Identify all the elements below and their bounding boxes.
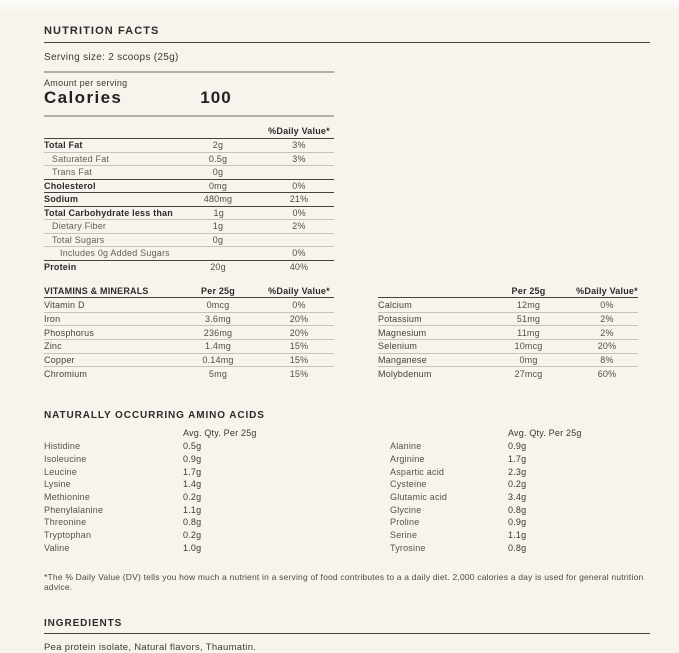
avg-qty-header: Avg. Qty. Per 25g xyxy=(183,428,257,439)
mineral-amount: 3.6mg xyxy=(204,314,231,325)
vitamins-title: VITAMINS & MINERALS xyxy=(44,286,149,296)
amino-column-right xyxy=(390,427,640,554)
mineral-dv: 0% xyxy=(600,299,614,310)
mineral-dv: 20% xyxy=(289,314,309,325)
amino-row-isoleucine xyxy=(44,453,334,466)
amino-qty: 1.7g xyxy=(508,453,527,464)
amino-qty: 0.9g xyxy=(508,441,527,452)
vitamins-minerals-section xyxy=(44,285,650,380)
table-row-saturated-fat xyxy=(44,152,334,166)
nutrient-label: Sodium xyxy=(44,194,79,205)
table-row-vitamin-d xyxy=(44,298,334,312)
table-row-iron xyxy=(44,312,334,326)
nutrient-label: Total Sugars xyxy=(52,234,105,245)
nutrient-label: Dietary Fiber xyxy=(52,221,107,232)
nutrition-table xyxy=(44,123,334,273)
amino-acids-section xyxy=(44,410,650,554)
mineral-dv: 20% xyxy=(597,341,617,352)
table-row-protein xyxy=(44,260,334,274)
table-row-zinc xyxy=(44,339,334,353)
amino-row-lysine xyxy=(44,478,334,491)
amino-row-cysteine xyxy=(390,478,640,491)
page-title: NUTRITION FACTS xyxy=(44,0,650,43)
amino-name: Tryptophan xyxy=(44,529,92,540)
mineral-dv: 0% xyxy=(292,299,306,310)
amount-per-serving-label: Amount per serving xyxy=(44,78,128,88)
mineral-label: Selenium xyxy=(378,341,418,352)
amino-row-valine xyxy=(44,541,334,554)
nutrient-dv: 2% xyxy=(292,221,306,232)
mineral-label: Chromium xyxy=(44,368,88,379)
table-row-selenium xyxy=(378,339,638,353)
amino-qty: 3.4g xyxy=(508,491,527,502)
mineral-amount: 12mg xyxy=(516,299,541,310)
amino-name: Lysine xyxy=(44,479,71,490)
amino-name: Valine xyxy=(44,542,70,553)
table-row-copper xyxy=(44,353,334,367)
mineral-dv: 2% xyxy=(600,314,614,325)
daily-value-header: %Daily Value* xyxy=(268,125,330,136)
ingredients-title: INGREDIENTS xyxy=(44,618,650,634)
mineral-label: Manganese xyxy=(378,355,427,366)
vitamins-table-right xyxy=(378,285,638,380)
table-row-molybdenum xyxy=(378,366,638,380)
amino-row-glutamic-acid xyxy=(390,491,640,504)
amino-column-left xyxy=(44,427,334,554)
mineral-dv: 60% xyxy=(597,368,617,379)
ingredients-text: Pea protein isolate, Natural flavors, Thaumatin. xyxy=(44,642,257,653)
daily-value-header: %Daily Value* xyxy=(576,286,638,296)
amino-row-leucine xyxy=(44,465,334,478)
table-row-trans-fat xyxy=(44,165,334,179)
nutrient-amount: 480mg xyxy=(203,194,233,205)
amino-qty: 0.8g xyxy=(183,517,202,528)
amino-row-arginine xyxy=(390,453,640,466)
table-row-total-fat xyxy=(44,138,334,152)
amino-row-phenylalanine xyxy=(44,503,334,516)
nutrient-label: Trans Fat xyxy=(52,167,92,178)
mineral-label: Vitamin D xyxy=(44,299,85,310)
nutrient-amount: 0g xyxy=(212,234,224,245)
mineral-label: Calcium xyxy=(378,299,412,310)
amino-name: Aspartic acid xyxy=(390,466,445,477)
mineral-amount: 0mcg xyxy=(206,299,230,310)
mineral-amount: 11mg xyxy=(517,327,540,338)
mineral-dv: 15% xyxy=(289,368,309,379)
mineral-label: Molybdenum xyxy=(378,368,432,379)
amino-name: Methionine xyxy=(44,491,91,502)
vitamins-table-left xyxy=(44,285,334,380)
vitamins-left-header xyxy=(44,285,334,298)
nutrient-amount: 1g xyxy=(212,221,224,232)
amino-qty: 0.8g xyxy=(508,542,527,553)
nutrient-dv: 0% xyxy=(292,207,306,218)
mineral-label: Zinc xyxy=(44,341,62,352)
calories-label: Calories xyxy=(44,88,123,107)
amino-name: Leucine xyxy=(44,466,77,477)
nutrient-amount: 0.5g xyxy=(208,153,228,164)
nutrient-amount: 2g xyxy=(212,140,224,151)
amino-qty: 0.8g xyxy=(508,504,527,515)
per-25g-header: Per 25g xyxy=(201,286,235,296)
nutrient-label: Total Carbohydrate less than xyxy=(44,207,173,218)
amino-row-methionine xyxy=(44,491,334,504)
amino-name: Glutamic acid xyxy=(390,491,448,502)
mineral-label: Copper xyxy=(44,355,75,366)
amino-name: Tyrosine xyxy=(390,542,426,553)
amino-qty: 1.4g xyxy=(183,479,202,490)
amino-name: Serine xyxy=(390,529,418,540)
calories-row xyxy=(44,88,334,117)
table-row-added-sugars xyxy=(44,246,334,260)
nutrient-label: Total Fat xyxy=(44,140,83,151)
amino-acids-columns xyxy=(44,427,650,554)
nutrient-dv: 3% xyxy=(292,153,306,164)
per-25g-header: Per 25g xyxy=(511,286,546,296)
amino-qty: 1.0g xyxy=(183,542,202,553)
nutrient-dv: 0% xyxy=(292,248,306,259)
mineral-dv: 2% xyxy=(600,327,614,338)
nutrient-label: Includes 0g Added Sugars xyxy=(60,248,170,259)
amino-row-alanine xyxy=(390,440,640,453)
mineral-amount: 27mcg xyxy=(514,368,543,379)
mineral-dv: 20% xyxy=(289,327,309,338)
mineral-label: Potassium xyxy=(378,314,422,325)
amino-qty: 0.9g xyxy=(508,517,527,528)
nutrient-amount: 0g xyxy=(212,167,224,178)
amino-qty: 0.5g xyxy=(183,441,202,452)
mineral-label: Magnesium xyxy=(378,327,427,338)
table-row-phosphorus xyxy=(44,325,334,339)
nutrient-dv: 3% xyxy=(292,140,306,151)
amino-qty: 1.7g xyxy=(183,466,202,477)
mineral-label: Iron xyxy=(44,314,61,325)
amino-qty: 1.1g xyxy=(183,504,202,515)
amino-name: Histidine xyxy=(44,441,81,452)
amino-name: Threonine xyxy=(44,517,87,528)
table-row-total-sugars xyxy=(44,233,334,247)
mineral-dv: 15% xyxy=(289,355,309,366)
amino-left-header xyxy=(44,427,334,440)
nutrient-dv: 0% xyxy=(292,180,306,191)
nutrient-label: Saturated Fat xyxy=(52,153,110,164)
nutrient-label: Cholesterol xyxy=(44,180,96,191)
table-row-chromium xyxy=(44,366,334,380)
amino-right-header xyxy=(390,427,640,440)
amino-name: Arginine xyxy=(390,453,425,464)
amino-name: Cysteine xyxy=(390,479,427,490)
daily-value-header: %Daily Value* xyxy=(268,286,330,296)
mineral-amount: 10mcg xyxy=(514,341,543,352)
mineral-amount: 0mg xyxy=(519,355,538,366)
amino-qty: 2.3g xyxy=(508,466,527,477)
nutrient-dv: 40% xyxy=(289,261,309,272)
amino-name: Proline xyxy=(390,517,420,528)
nutrient-label: Protein xyxy=(44,261,77,272)
nutrition-label xyxy=(44,0,650,653)
amino-row-tryptophan xyxy=(44,529,334,542)
amino-row-threonine xyxy=(44,516,334,529)
amino-row-serine xyxy=(390,529,640,542)
amino-qty: 0.2g xyxy=(508,479,527,490)
amino-name: Isoleucine xyxy=(44,453,87,464)
table-row-magnesium xyxy=(378,325,638,339)
mineral-dv: 8% xyxy=(600,355,614,366)
table-row-cholesterol xyxy=(44,179,334,193)
table-row-manganese xyxy=(378,353,638,367)
amino-acids-title: NATURALLY OCCURRING AMINO ACIDS xyxy=(44,410,265,422)
table-row-calcium xyxy=(378,298,638,312)
amino-row-proline xyxy=(390,516,640,529)
amino-row-glycine xyxy=(390,503,640,516)
nutrition-table-header xyxy=(44,123,334,138)
mineral-amount: 5mg xyxy=(208,368,228,379)
mineral-amount: 51mg xyxy=(516,314,541,325)
amino-qty: 0.9g xyxy=(183,453,202,464)
mineral-label: Phosphorus xyxy=(44,327,95,338)
table-row-sodium xyxy=(44,192,334,206)
mineral-amount: 1.4mg xyxy=(204,341,231,352)
mineral-amount: 0.14mg xyxy=(202,355,234,366)
amino-row-tyrosine xyxy=(390,541,640,554)
amino-name: Alanine xyxy=(390,441,422,452)
vitamins-right-header xyxy=(378,285,638,298)
nutrient-amount: 1g xyxy=(213,207,224,218)
amino-name: Phenylalanine xyxy=(44,504,104,515)
avg-qty-header: Avg. Qty. Per 25g xyxy=(508,428,582,439)
mineral-amount: 236mg xyxy=(203,327,233,338)
calories-value: 100 xyxy=(200,88,232,107)
nutrient-amount: 0mg xyxy=(208,180,228,191)
amino-qty: 1.1g xyxy=(508,529,527,540)
amino-name: Glycine xyxy=(390,504,422,515)
amino-row-histidine xyxy=(44,440,334,453)
amino-qty: 0.2g xyxy=(183,491,202,502)
mineral-dv: 15% xyxy=(289,341,309,352)
amino-qty: 0.2g xyxy=(183,529,202,540)
nutrient-dv: 21% xyxy=(289,194,309,205)
table-row-total-carbohydrate xyxy=(44,206,334,220)
table-row-dietary-fiber xyxy=(44,219,334,233)
nutrient-amount: 20g xyxy=(210,261,226,272)
amino-row-aspartic-acid xyxy=(390,465,640,478)
daily-value-footnote: *The % Daily Value (DV) tells you how much a nutrient in a serving of food contributes to a a daily diet. 2,000 calories a day is used for general nutrition advice. xyxy=(44,572,644,592)
table-row-potassium xyxy=(378,312,638,326)
serving-size: Serving size: 2 scoops (25g) xyxy=(44,52,334,73)
